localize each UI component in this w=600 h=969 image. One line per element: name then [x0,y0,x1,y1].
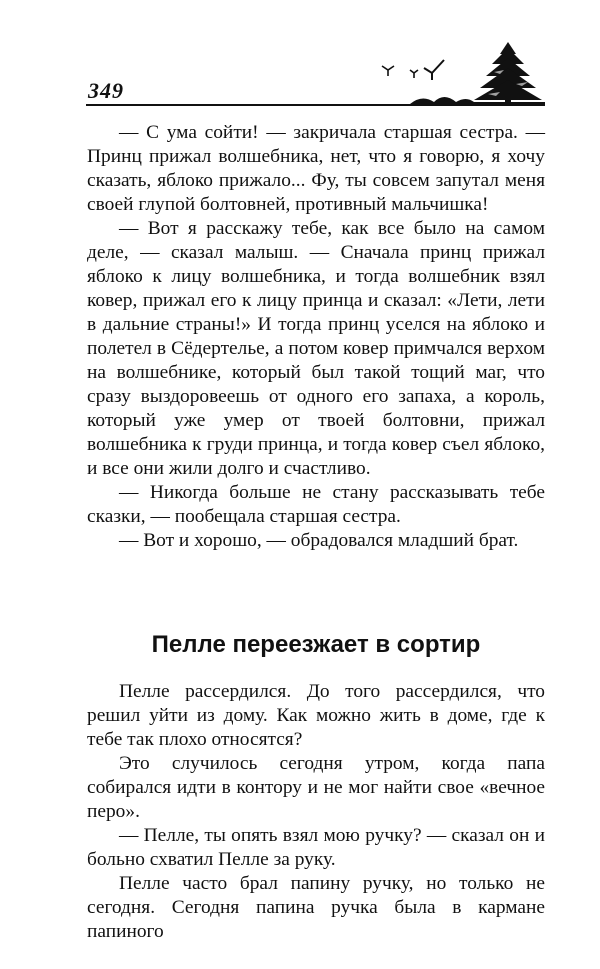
paragraph: Пелле часто брал папину ручку, но только не сегодня. Сегодня папина ручка была в кармане папиного [87,873,545,942]
pine-tree-icon [474,42,542,104]
paragraph: — Вот и хорошо, — обрадовался младший брат. [119,530,519,551]
dialogue-section [87,121,545,553]
paragraph: — Вот я расскажу тебе, как все было на самом деле, — сказал малыш. — Сначала принц прижал яблоко к лицу волшебника, и тогда волшебник взял ковер, прижал его к лицу принца и сказал: «Лети, лети в дальние страны!» И тогда принц уселся на яблоко и полетел в Сёдертелье, а потом ковер примчался верхом на волшебнике, который был такой тощий маг, что сразу выздоровеешь от одного его запаха, а король, который уже умер от твоей болтовни, прижал волшебника к груди принца, и тогда ковер съел яблоко, и все они жили долго и счастливо. [87,218,545,479]
paragraph: — Никогда больше не стану рассказывать тебе сказки, — пообещала старшая сестра. [87,482,545,527]
header-rule [86,104,544,106]
chapter-body [87,680,545,944]
chapter-title: Пелле переезжает в сортир [151,631,481,658]
paragraph: — Пелле, ты опять взял мою ручку? — сказал он и больно схватил Пелле за руку. [87,825,545,870]
pine-tree-birds-illustration [370,36,545,108]
bird-icon [424,60,444,80]
paragraph: — С ума сойти! — закричала старшая сестра. — Принц прижал волшебника, нет, что я говорю, я хочу сказать, яблоко прижало... Фу, ты совсем запутал меня своей глупой болтовней, противный мальчишка! [87,122,545,215]
paragraph: Это случилось сегодня утром, когда папа собирался идти в контору и не мог найти свое «вечное перо». [87,753,545,822]
bird-icon [382,66,394,76]
paragraph: Пелле рассердился. До того рассердился, что решил уйти из дому. Как можно жить в доме, где к тебе так плохо относятся? [87,681,545,750]
bird-icon [410,70,418,78]
page-number: 349 [88,78,124,103]
